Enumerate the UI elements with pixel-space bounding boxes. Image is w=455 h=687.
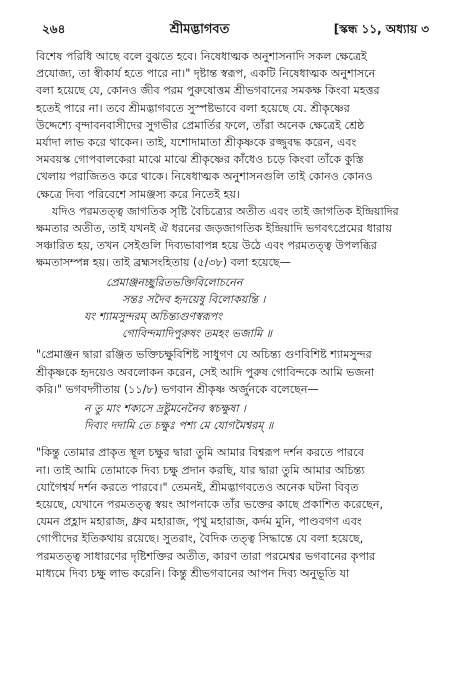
text-line: যদিও পরমতত্ত্ব জাগতিক সৃষ্টি বৈচিত্র্যের অতীত এবং তাই জাগতিক ইন্দ্রিয়াদির — [52, 204, 399, 218]
text-line: "প্রেমাঞ্জন দ্বারা রঞ্জিত ভক্তিচক্ষুবিশিষ্ট সাধুগণ যে অচিন্ত্য গুণবিশিষ্ট শ্যামসুন্দর — [36, 348, 372, 362]
text-line: মর্যাদা লাভ করে থাকেন। তাই, যশোদামাতা শ্রীকৃষ্ণকে রজ্জুবদ্ধ করেন, এবং — [36, 136, 357, 150]
paragraph-2 — [36, 203, 433, 272]
verse-line: যং শ্যামসুন্দরম্ অচিন্ত্যগুণস্বরূপং — [84, 310, 223, 324]
text-line: বলা হয়েছে যে, কোনও জীব পরম পুরুষোত্তম শ্রীভগবানের সমকক্ষ কিংবা মহত্তর — [36, 84, 380, 98]
verse-line: প্রেমাঞ্জনচ্ছুরিতভক্তিবিলোচনেন — [106, 275, 243, 289]
paragraph-3 — [36, 346, 433, 398]
verse-line: দিব্যং দদামি তে চক্ষুঃ পশ্য মে যোগমৈশ্বরম্ ॥ — [84, 419, 274, 433]
text-line: উদ্দেশ্যে বৃন্দাবনবাসীদের সুগভীর প্রেমার্তির ফলে, তাঁরা অনেক ক্ষেত্রেই শ্রেষ্ঠ — [36, 118, 365, 132]
page-number: ২৬৪ — [42, 22, 66, 36]
verse-line: সন্তঃ সদৈব হৃদয়েষু বিলোকয়ন্তি । — [122, 292, 266, 306]
paragraph-1 — [36, 48, 433, 203]
paragraph-4 — [36, 444, 433, 582]
text-line: ক্ষেত্রে দিব্য পরিবেশে সামঞ্জস্য করে নিতেই হয়। — [36, 187, 240, 201]
text-line: হতেই পারে না। তবে শ্রীমদ্ভাগবতে সুস্পষ্টভাবে বলা হয়েছে যে. শ্রীকৃষ্ণের — [36, 101, 350, 115]
page-header — [36, 20, 433, 40]
text-line: প্রযোজ্য, তা স্বীকার্য হতে পারে না।" দৃষ্টান্ত স্বরূপ, একটি নিষেধাত্মক অনুশাসনে — [36, 67, 376, 81]
text-line: শ্রীকৃষ্ণকে হৃদয়েও অবলোকন করেন, সেই আদি পুরুষ গোবিন্দকে আমি ভজনা — [36, 365, 375, 379]
verse-bhagavad-gita — [36, 400, 433, 434]
text-line: সঞ্চারিত হয়, তখন সেইগুলি দিব্যভাবাপন্ন হয়ে উঠে এবং পরমতত্ত্ব উপলব্ধির — [36, 239, 377, 253]
verse-line: গোবিন্দমাদিপুরুষং তমহং ভজামি ॥ — [122, 327, 272, 341]
text-line: "কিন্তু তোমার প্রাকৃত স্থূল চক্ষুর দ্বারা তুমি আমার বিশ্বরূপ দর্শন করতে পারবে — [36, 446, 364, 460]
text-line: না। তাই আমি তোমাকে দিব্য চক্ষু প্রদান করছি, যার দ্বারা তুমি আমার অচিন্ত্য — [36, 463, 365, 477]
text-line: ক্ষমতাসম্পন্ন হয়। তাই ব্রহ্মসংহিতায় (৫/৩৮) বলা হয়েছে— — [36, 256, 291, 270]
text-line: বিশেষ পরিধি আছে বলে বুঝতে হবে। নিষেধাত্মক অনুশাসনাদি সকল ক্ষেত্রেই — [36, 50, 367, 63]
text-line: হয়েছে, যেখানে পরমতত্ত্ব স্বয়ং আপনাকে তাঁর ভক্তের কাছে প্রকাশিত করেছেন, — [36, 498, 384, 512]
verse-line: ন তু মাং শক্যসে দ্রষ্টুমনেনৈব স্বচক্ষুষা । — [84, 402, 246, 416]
book-title: শ্রীমদ্ভাগবত — [169, 22, 230, 37]
text-line: পরমতত্ত্ব সাধারণের দৃষ্টিশক্তির অতীত, কারণ তারা পরমেশ্বর ভগবানের কৃপার — [36, 549, 376, 563]
text-line: গোপীদের ইতিকথায় রয়েছে। সুতরাং, বৈদিক তত্ত্ব সিদ্ধান্তে যে বলা হয়েছে, — [36, 532, 364, 546]
text-line: যোগৈশ্বর্য দর্শন করতে পারবে।" তেমনই, শ্রীমদ্ভাগবতেও অনেক ঘটনা বিবৃত — [36, 480, 359, 494]
text-line: ক্ষমতার অতীত, তাই যখনই ঐ ধরনের জড়জাগতিক ইন্দ্রিয়াদি ভগবৎপ্রেমের ধারায় — [36, 222, 392, 236]
section-reference: [স্কন্ধ ১১, অধ্যায় ৩ — [333, 22, 429, 36]
text-line: যেমন প্রহ্লাদ মহারাজ, ধ্রুব মহারাজ, পৃথু মহারাজ, কর্দম মুনি, পাণ্ডবগণ এবং — [36, 515, 362, 529]
text-line: করি।" ভগবদ্গীতায় (১১/৮) ভগবান শ্রীকৃষ্ণ অর্জুনকে বলেছেন— — [36, 382, 319, 396]
verse-brahma-samhita — [36, 274, 433, 343]
text-line: সমবয়স্ক গোপবালকেরা মাঝে মাঝে শ্রীকৃষ্ণের কাঁধেও চড়ে কিংবা তাঁকে কুস্তি — [36, 153, 364, 167]
text-line: মাধ্যমে দিব্য চক্ষু লাভ করেনি। কিন্তু শ্রীভগবানের আপন দিব্য অনুভূতি যা — [36, 566, 350, 580]
text-line: খেলায় পরাজিতও করে থাকে। নিষেধাত্মক অনুশাসনগুলি তাই কোনও কোনও — [36, 170, 373, 184]
